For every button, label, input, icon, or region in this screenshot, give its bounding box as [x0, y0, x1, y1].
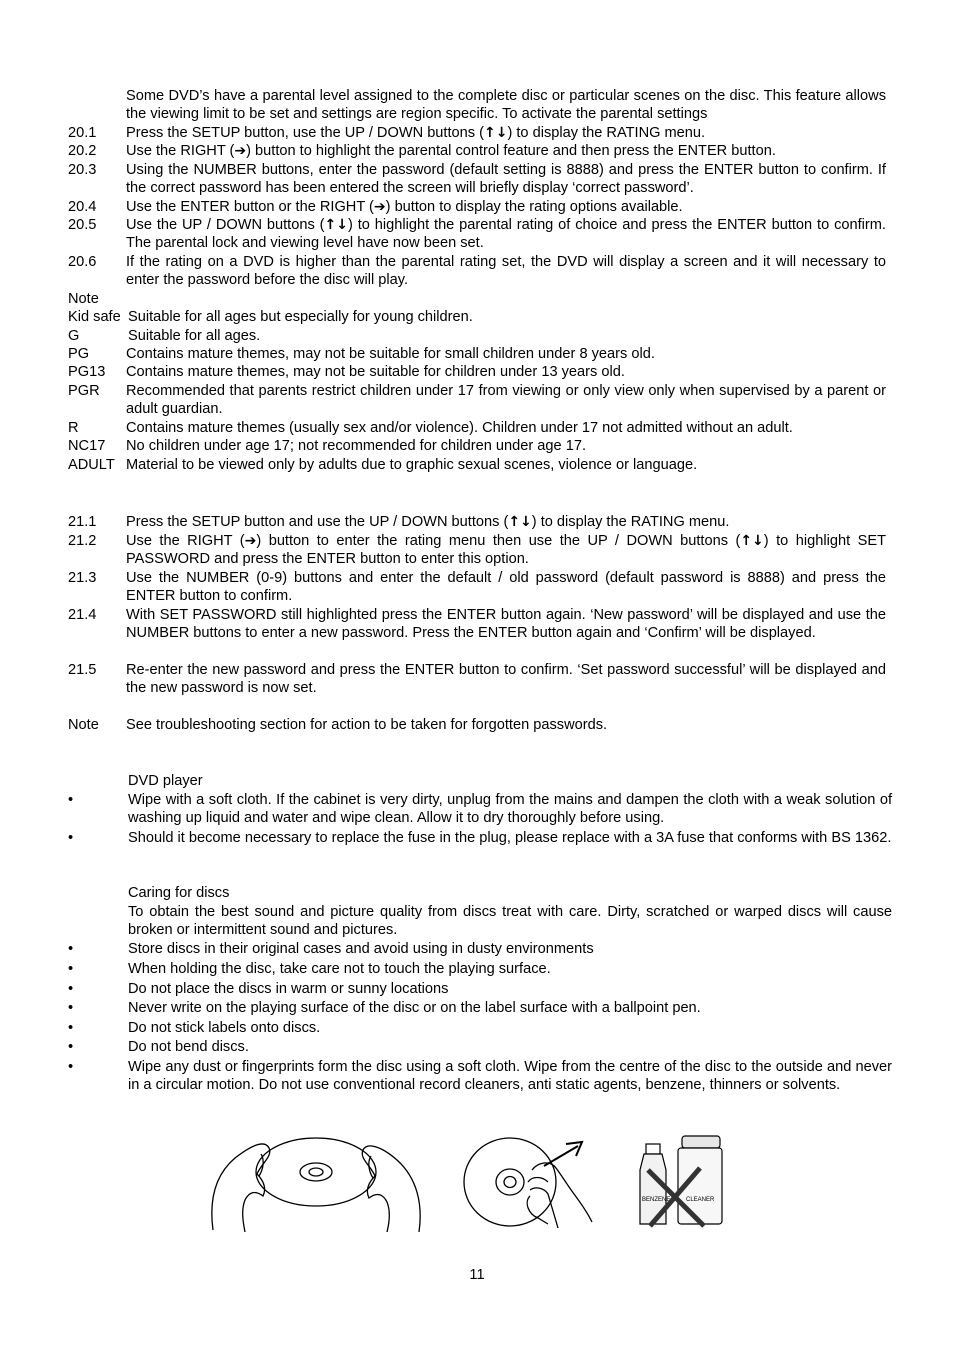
note-label: Note	[68, 291, 99, 307]
bullet-icon: •	[68, 1039, 74, 1055]
bullet-icon: •	[68, 981, 74, 997]
step-21-3: 21.3 Use the NUMBER (0-9) buttons and enter the default / old password (default password is 8888) and press the ENTER button to confirm.	[68, 570, 886, 605]
page-number: 11	[469, 1267, 485, 1283]
step-21-1: 21.1 Press the SETUP button and use the UP / DOWN buttons (↑↓) to display the RATING menu.	[68, 514, 730, 530]
disc-bullet: • Store discs in their original cases and avoid using in dusty environments	[68, 941, 594, 957]
right-arrow-icon: ➔	[373, 199, 386, 215]
disc-bullet: • Never write on the playing surface of the disc or on the label surface with a ballpoint pen.	[68, 1000, 701, 1016]
rating-code: PG13	[68, 364, 106, 380]
step-21-2: 21.2 Use the RIGHT (➔) button to enter the rating menu then use the UP / DOWN buttons (↑↓) to highlight SET PASSWORD and press the ENTER button to enter this option.	[68, 533, 886, 568]
step-21-4: 21.4 With SET PASSWORD still highlighted press the ENTER button again. ‘New password’ will be displayed and use the NUMBER buttons to enter a new password. Press the ENTER button again and ‘Confirm’ will be displayed.	[68, 607, 886, 642]
rating-kid-safe: Kid safe Suitable for all ages but especially for young children.	[68, 309, 473, 325]
right-arrow-icon: ➔	[244, 533, 257, 549]
up-down-arrows-icon: ↑↓	[324, 217, 348, 233]
step-20-5: 20.5 Use the UP / DOWN buttons (↑↓) to highlight the parental rating of choice and press the ENTER button to confirm. The parental lock and viewing level have now been set.	[68, 217, 886, 252]
step-number: 20.2	[68, 143, 97, 159]
bullet-icon: •	[68, 792, 74, 808]
disc-bullet: • Do not stick labels onto discs.	[68, 1020, 321, 1036]
step-20-4: 20.4 Use the ENTER button or the RIGHT (➔) button to display the rating options available.	[68, 199, 683, 215]
rating-code: PG	[68, 346, 90, 362]
step-20-2: 20.2 Use the RIGHT (➔) button to highlight the parental control feature and then press the ENTER button.	[68, 143, 776, 159]
bullet-icon: •	[68, 1059, 74, 1075]
rating-adult: ADULT Material to be viewed only by adults due to graphic sexual scenes, violence or language.	[68, 457, 698, 473]
rating-pg13: PG13 Contains mature themes, may not be suitable for children under 13 years old.	[68, 364, 625, 380]
rating-code: R	[68, 420, 79, 436]
note-label: Note	[68, 717, 99, 733]
dvd-bullet: • Wipe with a soft cloth. If the cabinet is very dirty, unplug from the mains and dampen the cloth with a weak solution of washing up liquid and water and wipe clean. Allow it to dry thoroughly before using.	[68, 792, 892, 827]
step-21-5: 21.5 Re-enter the new password and press the ENTER button to confirm. ‘Set password successful’ will be displayed and the new password is now set.	[68, 662, 886, 697]
bullet-icon: •	[68, 941, 74, 957]
rating-code: G	[68, 328, 80, 344]
step-number: 21.3	[68, 570, 97, 586]
step-20-3: 20.3 Using the NUMBER buttons, enter the password (default setting is 8888) and press the ENTER button to confirm. If the correct password has been entered the screen will briefly display ‘correct password’.	[68, 162, 886, 197]
step-number: 20.3	[68, 162, 97, 178]
rating-nc17: NC17 No children under age 17; not recommended for children under age 17.	[68, 438, 586, 454]
cleaner-label: CLEANER	[686, 1197, 715, 1203]
rating-pgr: PGR Recommended that parents restrict children under 17 from viewing or only view only when supervised by a parent or adult guardian.	[68, 383, 886, 418]
dvd-bullet: • Should it become necessary to replace the fuse in the plug, please replace with a 3A fuse that conforms with BS 1362.	[68, 830, 892, 846]
rating-code: PGR	[68, 383, 100, 399]
step-number: 20.1	[68, 125, 97, 141]
rating-r: R Contains mature themes (usually sex and/or violence). Children under 17 not admitted without an adult.	[68, 420, 793, 436]
caring-discs-intro: To obtain the best sound and picture quality from discs treat with care. Dirty, scratched or warped discs will cause broken or intermittent sound and pictures.	[128, 904, 892, 939]
step-number: 21.5	[68, 662, 97, 678]
bullet-icon: •	[68, 1020, 74, 1036]
disc-bullet: • Do not bend discs.	[68, 1039, 249, 1055]
dvd-player-heading: DVD player	[128, 773, 203, 789]
step-number: 21.1	[68, 514, 97, 530]
caring-discs-heading: Caring for discs	[128, 885, 230, 901]
intro-paragraph: Some DVD’s have a parental level assigned to the complete disc or particular scenes on the disc. This feature allows the viewing limit to be set and settings are region specific. To activate the parental settings	[126, 88, 886, 123]
disc-bullet: • When holding the disc, take care not to touch the playing surface.	[68, 961, 551, 977]
rating-code: ADULT	[68, 457, 115, 473]
rating-code: NC17	[68, 438, 106, 454]
rating-pg: PG Contains mature themes, may not be suitable for small children under 8 years old.	[68, 346, 655, 362]
disc-bullet: • Wipe any dust or fingerprints form the disc using a soft cloth. Wipe from the centre of the disc to the outside and never in a circular motion. Do not use conventional record cleaners, anti static agents, benzene, thinners or solvents.	[68, 1059, 892, 1094]
wiping-disc-illustration	[458, 1130, 598, 1230]
step-20-6: 20.6 If the rating on a DVD is higher than the parental rating set, the DVD will display a screen and it will necessary to enter the password before the disc will play.	[68, 254, 886, 289]
step-number: 20.6	[68, 254, 97, 270]
right-arrow-icon: ➔	[234, 143, 247, 159]
disc-bullet: • Do not place the discs in warm or sunny locations	[68, 981, 449, 997]
up-down-arrows-icon: ↑↓	[740, 533, 764, 549]
rating-code: Kid safe	[68, 309, 121, 325]
step-number: 20.5	[68, 217, 97, 233]
step-number: 21.4	[68, 607, 97, 623]
bullet-icon: •	[68, 961, 74, 977]
step-number: 21.2	[68, 533, 97, 549]
benzene-label: BENZENE	[642, 1197, 671, 1203]
rating-g: G Suitable for all ages.	[68, 328, 261, 344]
bullet-icon: •	[68, 830, 74, 846]
no-benzene-cleaner-illustration	[636, 1130, 726, 1230]
step-20-1: 20.1 Press the SETUP button, use the UP / DOWN buttons (↑↓) to display the RATING menu.	[68, 125, 706, 141]
hands-holding-disc-illustration	[205, 1130, 427, 1236]
bullet-icon: •	[68, 1000, 74, 1016]
step-number: 20.4	[68, 199, 97, 215]
up-down-arrows-icon: ↑↓	[483, 125, 508, 141]
note-forgotten-password: Note See troubleshooting section for action to be taken for forgotten passwords.	[68, 717, 608, 733]
up-down-arrows-icon: ↑↓	[508, 514, 532, 530]
